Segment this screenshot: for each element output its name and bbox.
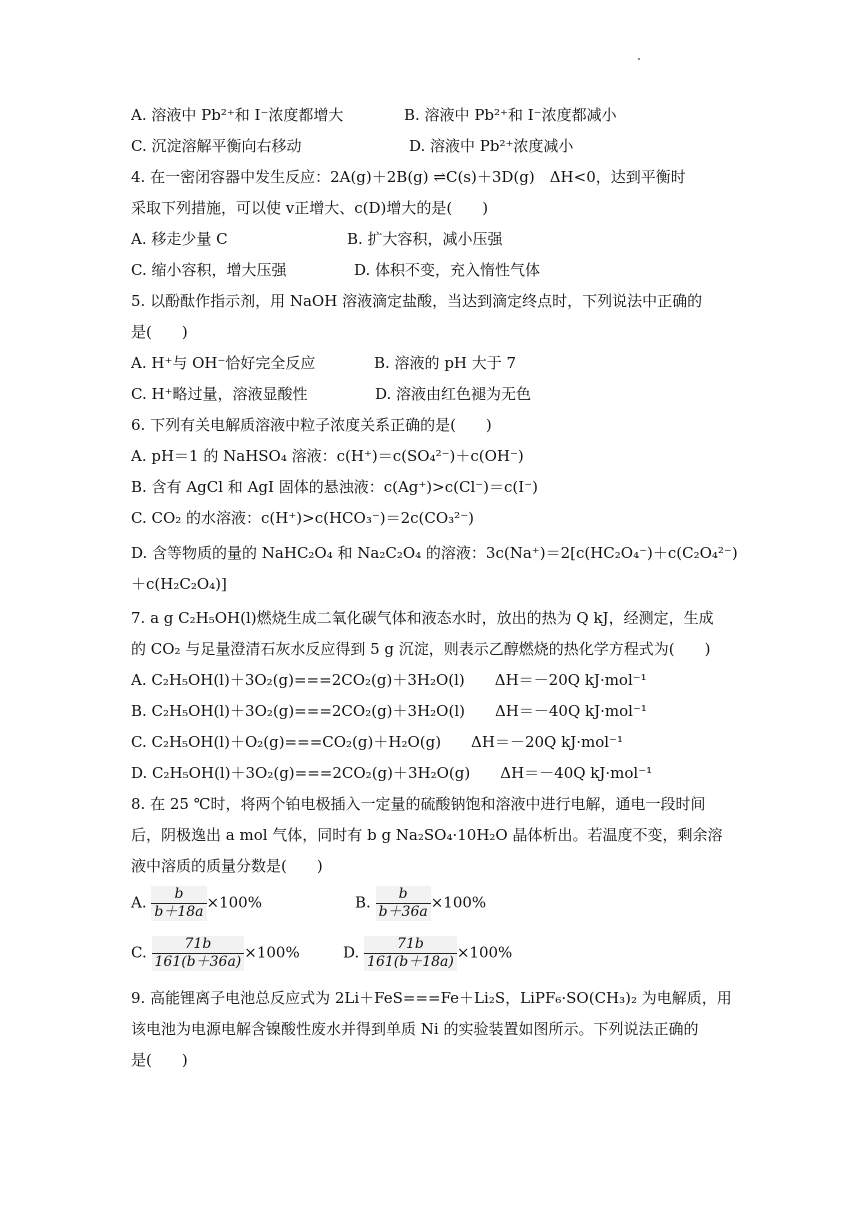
q6-option-b: B. 含有 AgCl 和 AgI 固体的悬浊液：c(Ag⁺)>c(Cl⁻)＝c(I⁻): [131, 478, 538, 496]
q6-option-a: A. pH＝1 的 NaHSO₄ 溶液：c(H⁺)＝c(SO₄²⁻)＋c(OH⁻): [131, 447, 524, 465]
q9-stem-line2: 该电池为电源电解含镍酸性废水并得到单质 Ni 的实验装置如图所示。下列说法正确的: [131, 1020, 699, 1038]
q4-option-a: A. 移走少量 C: [131, 230, 228, 248]
q5-option-c: C. H⁺略过量，溶液显酸性: [131, 385, 308, 403]
q8-option-c: [131, 936, 300, 971]
fraction-denominator: b＋36a: [376, 904, 431, 921]
q6-option-c: C. CO₂ 的水溶液：c(H⁺)>c(HCO₃⁻)＝2c(CO₃²⁻): [131, 509, 474, 527]
fraction-suffix: ×100%: [244, 943, 300, 962]
fraction: [151, 886, 206, 921]
q8-stem-line3: 液中溶质的质量分数是( ): [131, 857, 323, 875]
q3-option-d: D. 溶液中 Pb²⁺浓度减小: [409, 137, 574, 155]
q5-stem-line2: 是( ): [131, 323, 188, 341]
q7-stem-line2: 的 CO₂ 与足量澄清石灰水反应得到 5 g 沉淀，则表示乙醇燃烧的热化学方程式为( ): [131, 640, 711, 658]
q3-option-a: A. 溶液中 Pb²⁺和 I⁻浓度都增大: [131, 106, 344, 124]
q4-stem-line1: 4. 在一密闭容器中发生反应：2A(g)＋2B(g) ⇌C(s)＋3D(g) ΔH<0，达到平衡时: [131, 168, 686, 186]
fraction: [364, 936, 457, 971]
q6-option-d-line1: D. 含等物质的量的 NaHC₂O₄ 和 Na₂C₂O₄ 的溶液：3c(Na⁺)＝2[c(HC₂O₄⁻)＋c(C₂O₄²⁻): [131, 544, 738, 562]
q7-stem-line1: 7. a g C₂H₅OH(l)燃烧生成二氧化碳气体和液态水时，放出的热为 Q kJ，经测定，生成: [131, 609, 714, 627]
q5-option-d: D. 溶液由红色褪为无色: [375, 385, 532, 403]
q8-option-b: [355, 886, 486, 921]
fraction-denominator: b＋18a: [151, 904, 206, 921]
q3-option-c: C. 沉淀溶解平衡向右移动: [131, 137, 302, 155]
q7-option-a: A. C₂H₅OH(l)＋3O₂(g)===2CO₂(g)＋3H₂O(l) ΔH＝－20Q kJ·mol⁻¹: [131, 671, 647, 689]
q8-stem-line2: 后，阴极逸出 a mol 气体，同时有 b g Na₂SO₄·10H₂O 晶体析出。若温度不变，剩余溶: [131, 826, 723, 844]
option-label: B.: [355, 893, 371, 912]
q9-stem-line3: 是( ): [131, 1051, 188, 1069]
q5-option-b: B. 溶液的 pH 大于 7: [374, 354, 517, 372]
q6-stem: 6. 下列有关电解质溶液中粒子浓度关系正确的是( ): [131, 416, 492, 434]
q5-option-a: A. H⁺与 OH⁻恰好完全反应: [131, 354, 316, 372]
fraction-suffix: ×100%: [430, 893, 487, 912]
fraction-numerator: 71b: [152, 936, 245, 954]
option-label: C.: [131, 943, 147, 962]
page-mark-dot: [638, 58, 640, 60]
q6-option-d-line2: ＋c(H₂C₂O₄)]: [131, 575, 227, 593]
fraction-denominator: 161(b＋18a): [364, 954, 457, 971]
fraction-numerator: b: [151, 886, 206, 904]
q8-option-a: [131, 886, 262, 921]
q8-stem-line1: 8. 在 25 ℃时，将两个铂电极插入一定量的硫酸钠饱和溶液中进行电解，通电一段时间: [131, 795, 706, 813]
option-label: A.: [131, 893, 147, 912]
q7-option-b: B. C₂H₅OH(l)＋3O₂(g)===2CO₂(g)＋3H₂O(l) ΔH＝－40Q kJ·mol⁻¹: [131, 702, 647, 720]
fraction-numerator: 71b: [364, 936, 457, 954]
fraction-suffix: ×100%: [206, 893, 262, 912]
q4-option-b: B. 扩大容积，减小压强: [347, 230, 503, 248]
q9-stem-line1: 9. 高能锂离子电池总反应式为 2Li＋FeS===Fe＋Li₂S，LiPF₆·SO(CH₃)₂ 为电解质，用: [131, 989, 732, 1007]
q8-option-d: [343, 936, 512, 971]
q7-option-d: D. C₂H₅OH(l)＋3O₂(g)===2CO₂(g)＋3H₂O(g) ΔH＝－40Q kJ·mol⁻¹: [131, 764, 653, 782]
fraction-suffix: ×100%: [456, 943, 513, 962]
fraction: [376, 886, 431, 921]
option-label: D.: [343, 943, 360, 962]
q7-option-c: C. C₂H₅OH(l)＋O₂(g)===CO₂(g)＋H₂O(g) ΔH＝－20Q kJ·mol⁻¹: [131, 733, 623, 751]
fraction-numerator: b: [376, 886, 431, 904]
fraction-denominator: 161(b＋36a): [152, 954, 245, 971]
q5-stem-line1: 5. 以酚酞作指示剂，用 NaOH 溶液滴定盐酸，当达到滴定终点时，下列说法中正确的: [131, 292, 703, 310]
q3-option-b: B. 溶液中 Pb²⁺和 I⁻浓度都减小: [404, 106, 617, 124]
fraction: [152, 936, 245, 971]
q4-option-c: C. 缩小容积，增大压强: [131, 261, 287, 279]
q4-option-d: D. 体积不变，充入惰性气体: [354, 261, 541, 279]
q4-stem-line2: 采取下列措施，可以使 v正增大、c(D)增大的是( ): [131, 199, 489, 217]
